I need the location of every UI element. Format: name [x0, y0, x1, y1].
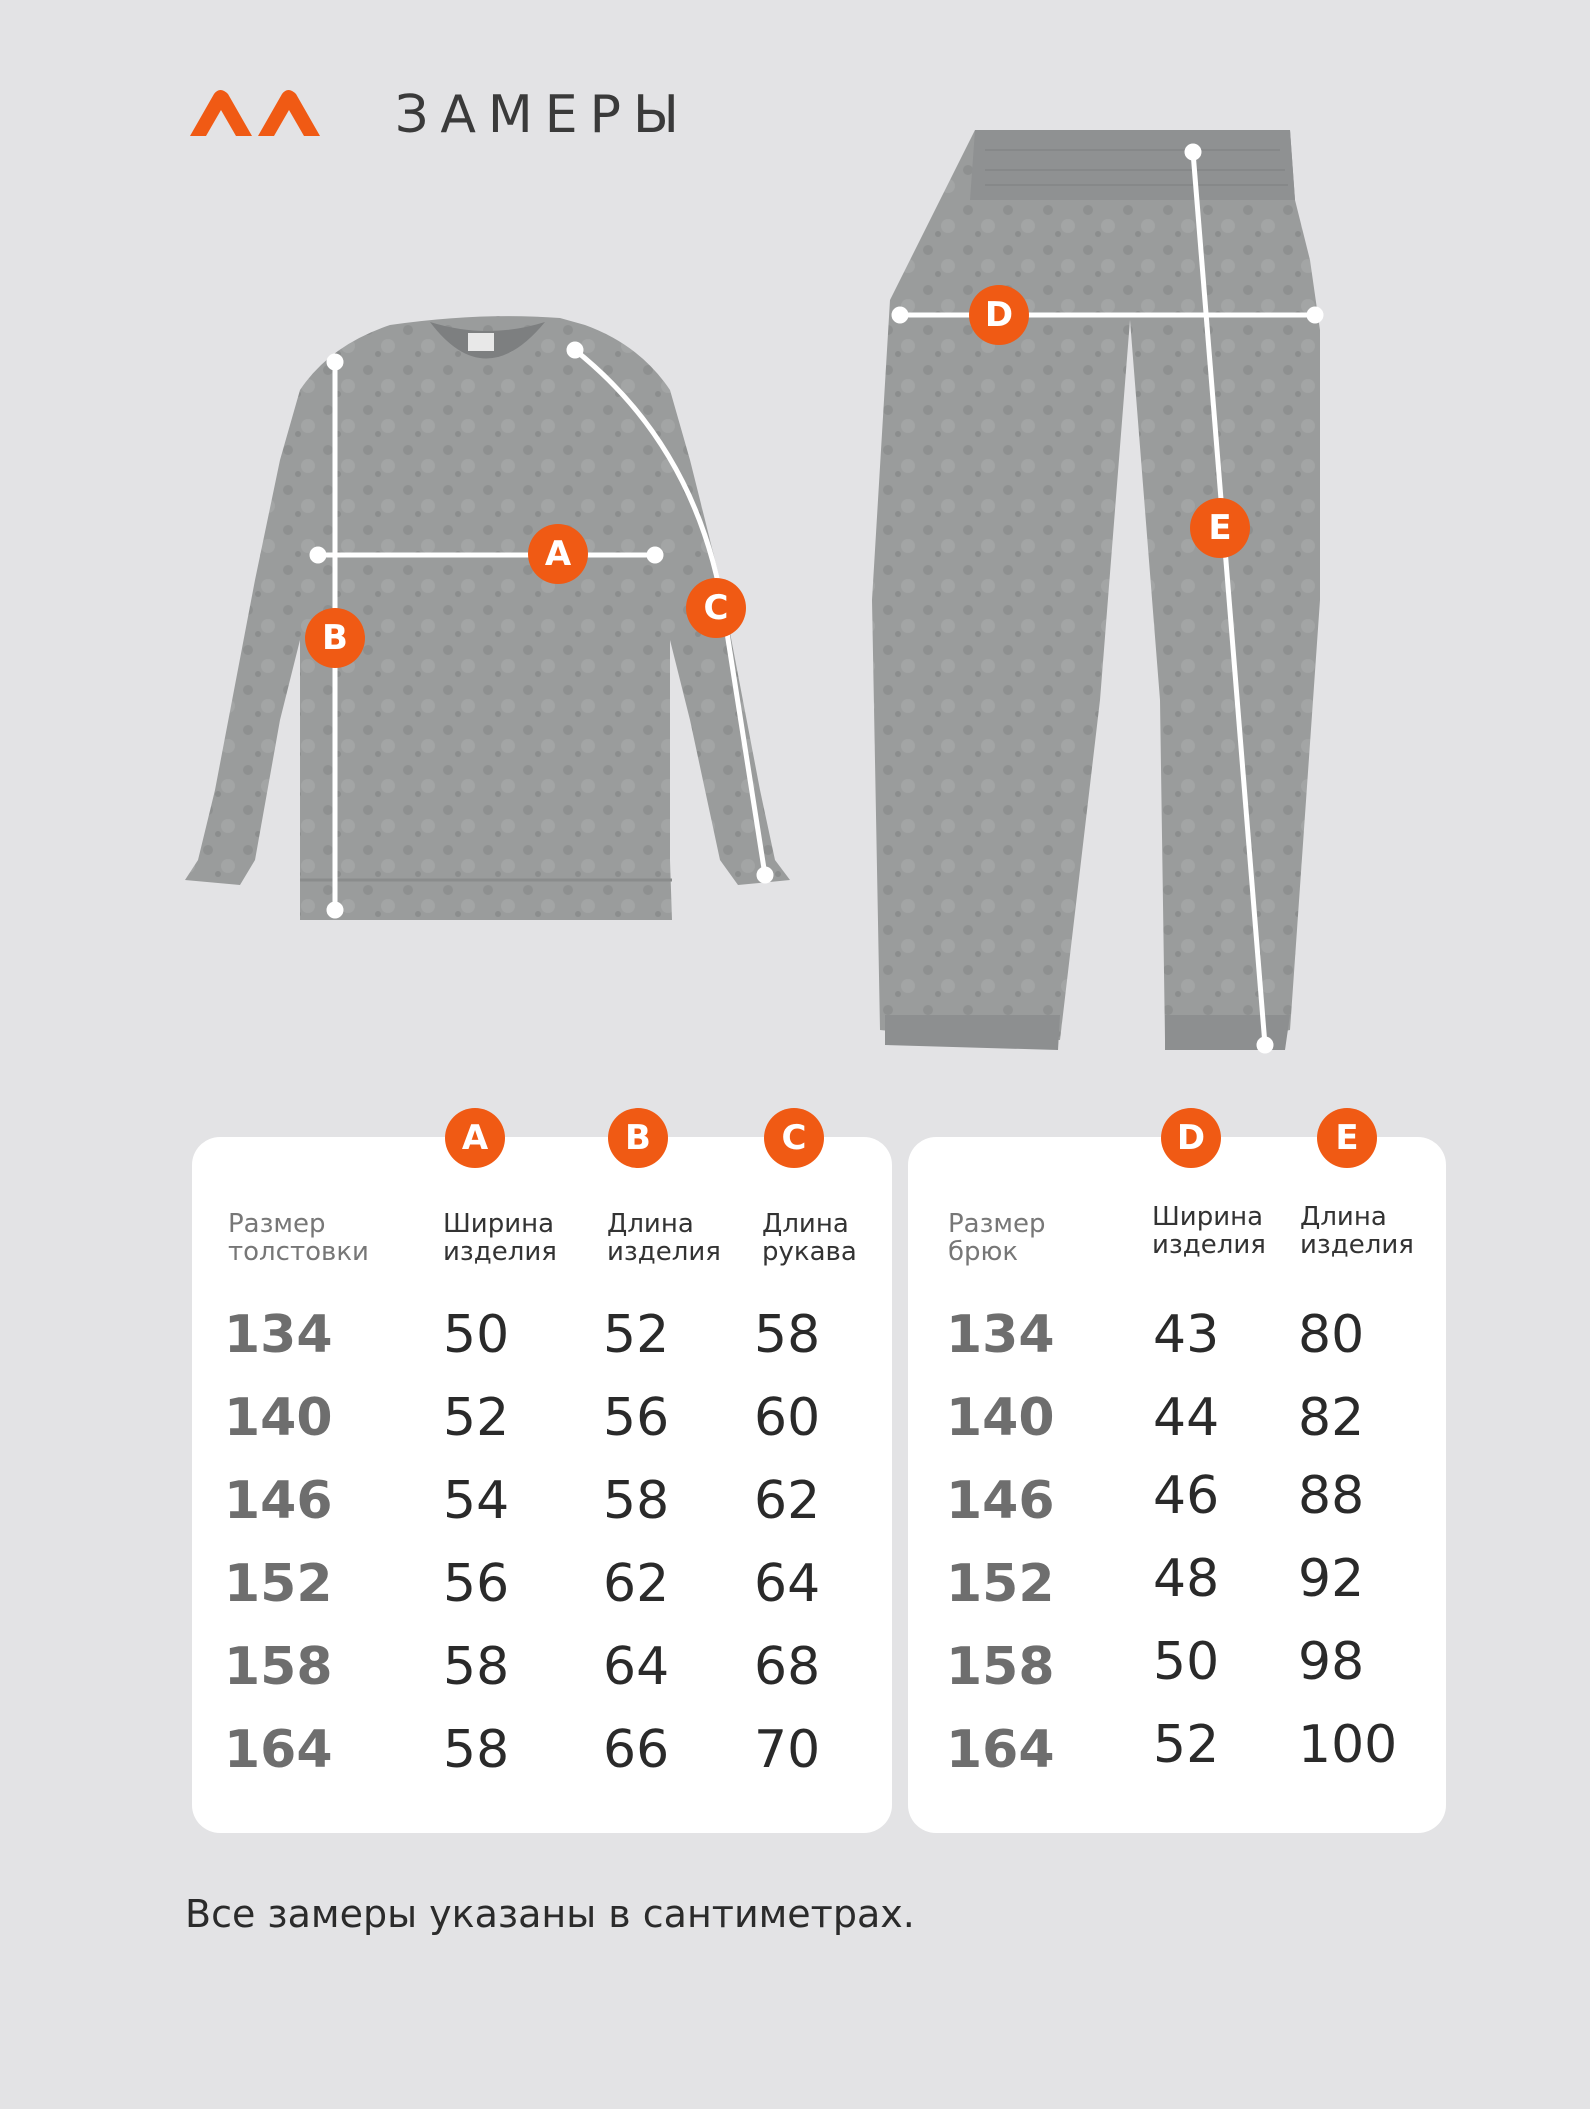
footer-note: Все замеры указаны в сантиметрах.: [185, 1892, 915, 1936]
sweatshirt-header-width: Ширина изделия: [443, 1209, 557, 1267]
table-cell: 58: [443, 1637, 510, 1697]
table-cell: 100: [1298, 1715, 1398, 1775]
table-cell: 60: [754, 1388, 821, 1448]
diagram-badge-b: B: [305, 608, 365, 668]
table-cell: 52: [443, 1388, 510, 1448]
table-cell: 50: [443, 1305, 510, 1365]
table-cell: 134: [224, 1305, 333, 1365]
sweatshirt-header-size: Размер толстовки: [228, 1209, 369, 1267]
table-cell: 52: [1153, 1715, 1220, 1775]
table-badge-b: B: [608, 1108, 668, 1168]
table-cell: 82: [1298, 1388, 1365, 1448]
table-badge-e: E: [1317, 1108, 1377, 1168]
table-cell: 140: [946, 1388, 1055, 1448]
table-cell: 56: [603, 1388, 670, 1448]
diagram-badge-a: A: [528, 524, 588, 584]
table-cell: 140: [224, 1388, 333, 1448]
table-cell: 54: [443, 1471, 510, 1531]
page-title: ЗАМЕРЫ: [395, 85, 691, 145]
table-cell: 58: [754, 1305, 821, 1365]
table-cell: 50: [1153, 1632, 1220, 1692]
table-cell: 158: [946, 1637, 1055, 1697]
pants-header-size: Размер брюк: [948, 1209, 1046, 1267]
diagram-badge-c: C: [686, 578, 746, 638]
table-cell: 58: [443, 1720, 510, 1780]
table-badge-c: C: [764, 1108, 824, 1168]
table-cell: 46: [1153, 1466, 1220, 1526]
table-cell: 66: [603, 1720, 670, 1780]
pants-header-length: Длина изделия: [1300, 1202, 1414, 1260]
table-cell: 146: [224, 1471, 333, 1531]
table-cell: 48: [1153, 1549, 1220, 1609]
table-cell: 152: [946, 1554, 1055, 1614]
table-cell: 98: [1298, 1632, 1365, 1692]
table-cell: 158: [224, 1637, 333, 1697]
table-cell: 164: [946, 1720, 1055, 1780]
table-cell: 164: [224, 1720, 333, 1780]
pants-header-width: Ширина изделия: [1152, 1202, 1266, 1260]
table-cell: 52: [603, 1305, 670, 1365]
sweatshirt-header-sleeve: Длина рукава: [762, 1209, 857, 1267]
table-badge-d: D: [1161, 1108, 1221, 1168]
table-cell: 134: [946, 1305, 1055, 1365]
table-badge-a: A: [445, 1108, 505, 1168]
table-cell: 44: [1153, 1388, 1220, 1448]
table-cell: 70: [754, 1720, 821, 1780]
table-cell: 64: [754, 1554, 821, 1614]
table-cell: 146: [946, 1471, 1055, 1531]
diagram-badge-e: E: [1190, 498, 1250, 558]
table-cell: 92: [1298, 1549, 1365, 1609]
table-cell: 152: [224, 1554, 333, 1614]
table-cell: 43: [1153, 1305, 1220, 1365]
sweatshirt-header-length: Длина изделия: [607, 1209, 721, 1267]
diagram-badge-d: D: [969, 285, 1029, 345]
table-cell: 68: [754, 1637, 821, 1697]
table-cell: 62: [754, 1471, 821, 1531]
table-cell: 58: [603, 1471, 670, 1531]
table-cell: 64: [603, 1637, 670, 1697]
table-cell: 88: [1298, 1466, 1365, 1526]
table-cell: 62: [603, 1554, 670, 1614]
table-cell: 80: [1298, 1305, 1365, 1365]
table-cell: 56: [443, 1554, 510, 1614]
